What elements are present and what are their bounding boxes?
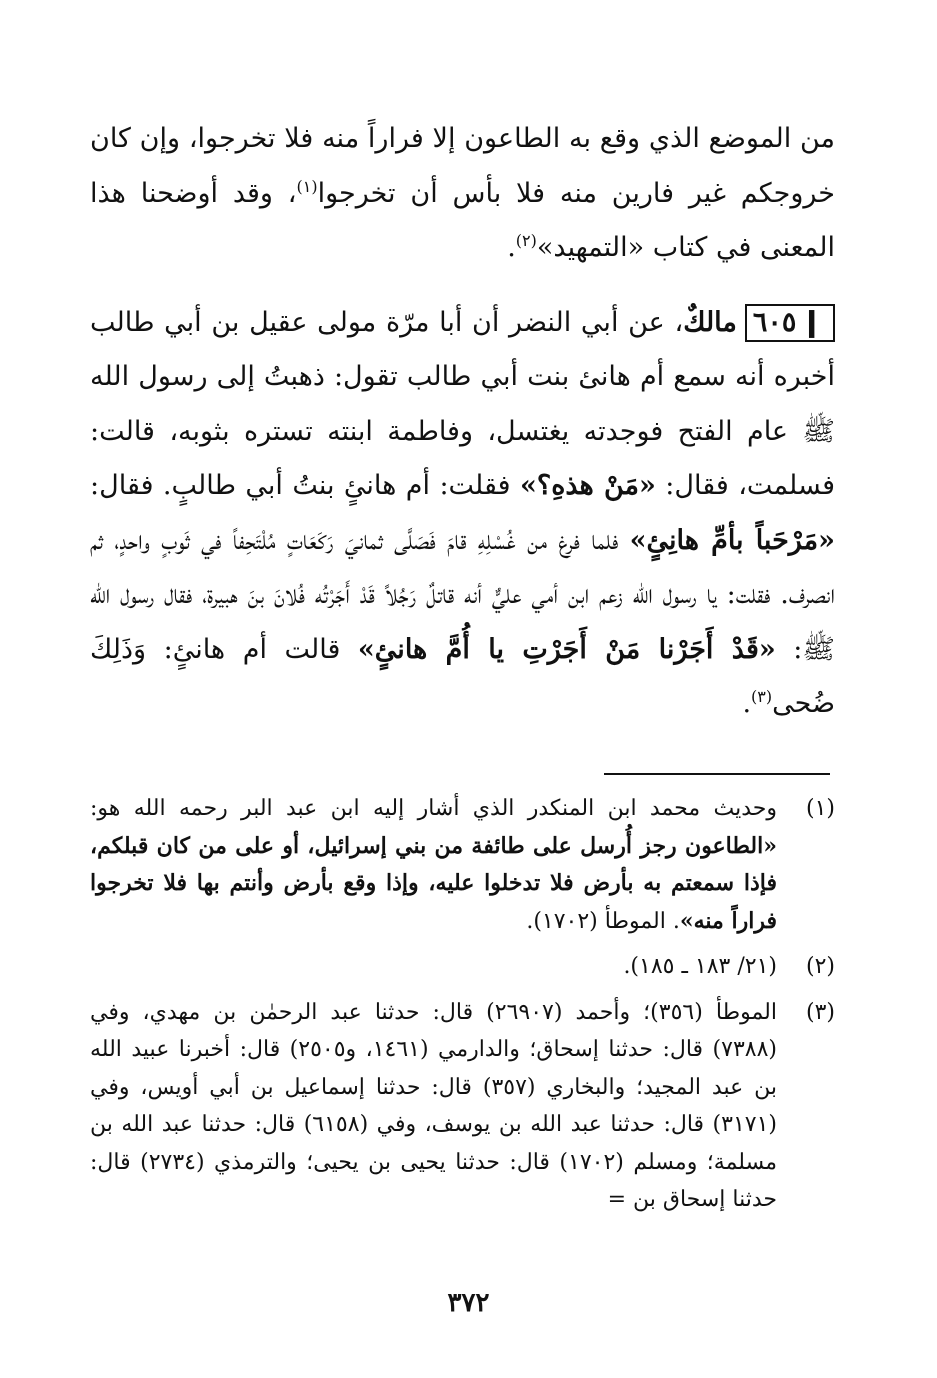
footnote-text-b: . الموطأ (١٧٠٢). bbox=[526, 908, 680, 934]
footnote-bold-quote: «الطاعون رجز أُرسل على طائفة من بني إسرائيل، أو على من كان قبلكم، فإذا سمعتم به بأرض فلا تدخلوا عليه، وإذا وقع بأرض وأنتم بها فلا تخرجوا فراراً منه» bbox=[90, 832, 777, 934]
hadith-quote-2: «مَرْحَباً بأمِّ هانِئٍ» bbox=[629, 524, 835, 556]
paragraph-intro bbox=[90, 112, 835, 276]
hadith-number: ٦٠٥ bbox=[752, 307, 797, 338]
hadith-text-b: فقلت: أم هانئٍ بنتُ أبي طالبٍ. فقال: bbox=[90, 470, 520, 501]
hadith-quote-1: «مَنْ هذهِ؟» bbox=[519, 470, 656, 501]
hadith-text-d: قالت أم هانئٍ: وَذَلِكَ ضُحى bbox=[90, 633, 835, 719]
footnote-1 bbox=[90, 790, 835, 940]
footnote-text-a: الموطأ (٣٥٦)؛ وأحمد (٢٦٩٠٧) قال: حدثنا عبد الرحمٰن بن مهدي، وفي (٧٣٨٨) قال: حدثنا إسحاق؛ والدارمي (١٤٦١، و٢٥٠٥) قال: أخبرنا عبيد الله بن عبد المجيد؛ والبخاري (٣٥٧) قال: حدثنا إسماعيل بن أبي أويس، وفي (٣١٧١) قال: حدثنا عبد الله بن يوسف، وفي (٦١٥٨) قال: حدثنا عبد الله بن مسلمة؛ ومسلم (١٧٠٢) قال: حدثنا يحيى بن يحيى؛ والترمذي (٢٧٣٤) قال: حدثنا إسحاق بن = bbox=[90, 999, 778, 1212]
footnote-number: (١) bbox=[805, 796, 835, 821]
hadith-text-a: ، عن أبي النضر أن أبا مرّة مولى عقيل بن أبي طالب أخبره أنه سمع أم هانئ بنت أبي طالب تقول: ذهبتُ إلى رسول الله ﷺ عام الفتح فوجدته يغتسل، وفاطمة ابنته تستره بثوبه، قالت: فسلمت، فقال: bbox=[90, 306, 835, 501]
footnotes bbox=[90, 790, 835, 1227]
hadith-paragraph bbox=[90, 296, 835, 732]
footnote-ref-3[interactable]: (٣) bbox=[751, 687, 773, 706]
footnote-2 bbox=[90, 948, 835, 986]
paragraph-gap bbox=[90, 276, 835, 296]
footnote-text bbox=[90, 790, 777, 940]
paragraph-intro-end: . bbox=[507, 232, 516, 263]
footnote-text-a: (٢١/ ١٨٣ ـ ١٨٥). bbox=[623, 954, 777, 979]
footnote-separator bbox=[604, 773, 830, 775]
hadith-text-end: . bbox=[742, 688, 752, 719]
paragraph-intro-text-b: ، وقد أوضحنا هذا المعنى في كتاب «التمهيد» bbox=[90, 177, 835, 263]
hadith-quote-3: «قَدْ أَجَرْنا مَنْ أَجَرْتِ يا أُمَّ هانئٍ» bbox=[357, 633, 776, 665]
hadith-narrator: مالكٌ bbox=[683, 306, 737, 338]
footnote-text bbox=[90, 948, 777, 986]
footnote-ref-1[interactable]: (١) bbox=[296, 176, 318, 196]
footnote-number: (٢) bbox=[805, 954, 835, 979]
footnote-text bbox=[90, 994, 777, 1219]
footnote-ref-2[interactable]: (٢) bbox=[515, 231, 537, 250]
hadith-number-badge bbox=[745, 304, 835, 342]
page-number: ٣٧٢ bbox=[447, 1288, 490, 1318]
paragraph-intro-text: من الموضع الذي وقع به الطاعون إلا فراراً منه فلا تخرجوا، وإن كان خروجكم غير فارين منه فلا بأس أن تخرجوا bbox=[90, 123, 835, 209]
footnote-text-a: وحديث محمد ابن المنكدر الذي أشار إليه ابن عبد البر رحمه الله هو: bbox=[90, 796, 777, 821]
hadith-text-c: فلما فرغ من غُسْلِهِ قامَ فَصَلَّى ثمانيَ رَكَعَاتٍ مُلْتَحِفاً في ثَوبٍ واحدٍ، ثم انصرف. فقلت: يا رسول الله زعم ابن أمي عليٌّ أنه قاتلٌ رَجُلاً قَدْ أَجَرْتُه فُلانَ بنَ هبيرة، فقال رسول الله ﷺ: bbox=[90, 524, 836, 665]
footnote-3 bbox=[90, 994, 835, 1219]
footnote-number: (٣) bbox=[805, 999, 835, 1025]
main-text bbox=[90, 112, 835, 732]
